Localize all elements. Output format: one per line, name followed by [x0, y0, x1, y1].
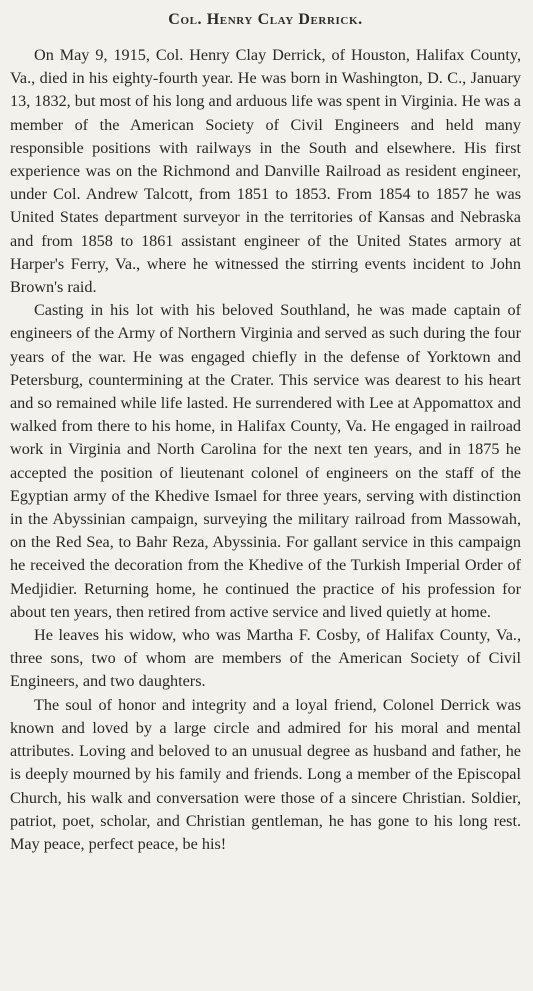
article-body	[10, 44, 521, 856]
article-title: Col. Henry Clay Derrick.	[168, 11, 363, 28]
paragraph-career: On May 9, 1915, Col. Henry Clay Derrick, of Houston, Halifax County, Va., died in his eighty-fourth year. He was born in Washington, D. C., January 13, 1832, but most of his long and arduous life was spent in Virginia. He was a member of the American Society of Civil Engineers and held many responsible positions with railways in the South and elsewhere. His first experience was on the Richmond and Danville Railroad as resident engineer, under Col. Andrew Talcott, from 1851 to 1853. From 1854 to 1857 he was United States department surveyor in the territories of Kansas and Nebraska and from 1858 to 1861 assistant engineer of the United States armory at Harper's Ferry, Va., where he witnessed the stirring events incident to John Brown's raid.	[10, 46, 521, 297]
paragraph-family: He leaves his widow, who was Martha F. Cosby, of Halifax County, Va., three sons, two of whom are members of the American Society of Civil Engineers, and two daughters.	[10, 626, 521, 691]
paragraph-tribute: The soul of honor and integrity and a loyal friend, Colonel Derrick was known and loved by a large circle and admired for his moral and mental attributes. Loving and beloved to an unusual degree as husband and father, he is deeply mourned by his family and friends. Long a member of the Episcopal Church, his walk and conversation were those of a sincere Christian. Soldier, patriot, poet, scholar, and Christian gentleman, he has gone to his long rest. May peace, perfect peace, be his!	[10, 695, 521, 853]
paragraph-war-service: Casting in his lot with his beloved Southland, he was made captain of engineers of the Army of Northern Virginia and served as such during the four years of the war. He was engaged chiefly in the defense of Yorktown and Petersburg, countermining at the Crater. This service was dearest to his heart and so remained while life lasted. He surrendered with Lee at Appomattox and walked from there to his home, in Halifax County, Va. He engaged in railroad work in Virginia and North Carolina for the next ten years, and in 1875 he accepted the position of lieutenant colonel of engineers on the staff of the Egyptian army of the Khedive Ismael for three years, serving with distinction in the Abyssinian campaign, surveying the military railroad from Massowah, on the Red Sea, to Bahr Reza, Abyssinia. For gallant service in this campaign he received the decoration from the Khedive of the Turkish Imperial Order of Medjidier. Returning home, he continued the practice of his profession for about ten years, then retired from active service and lived quietly at home.	[10, 301, 521, 621]
